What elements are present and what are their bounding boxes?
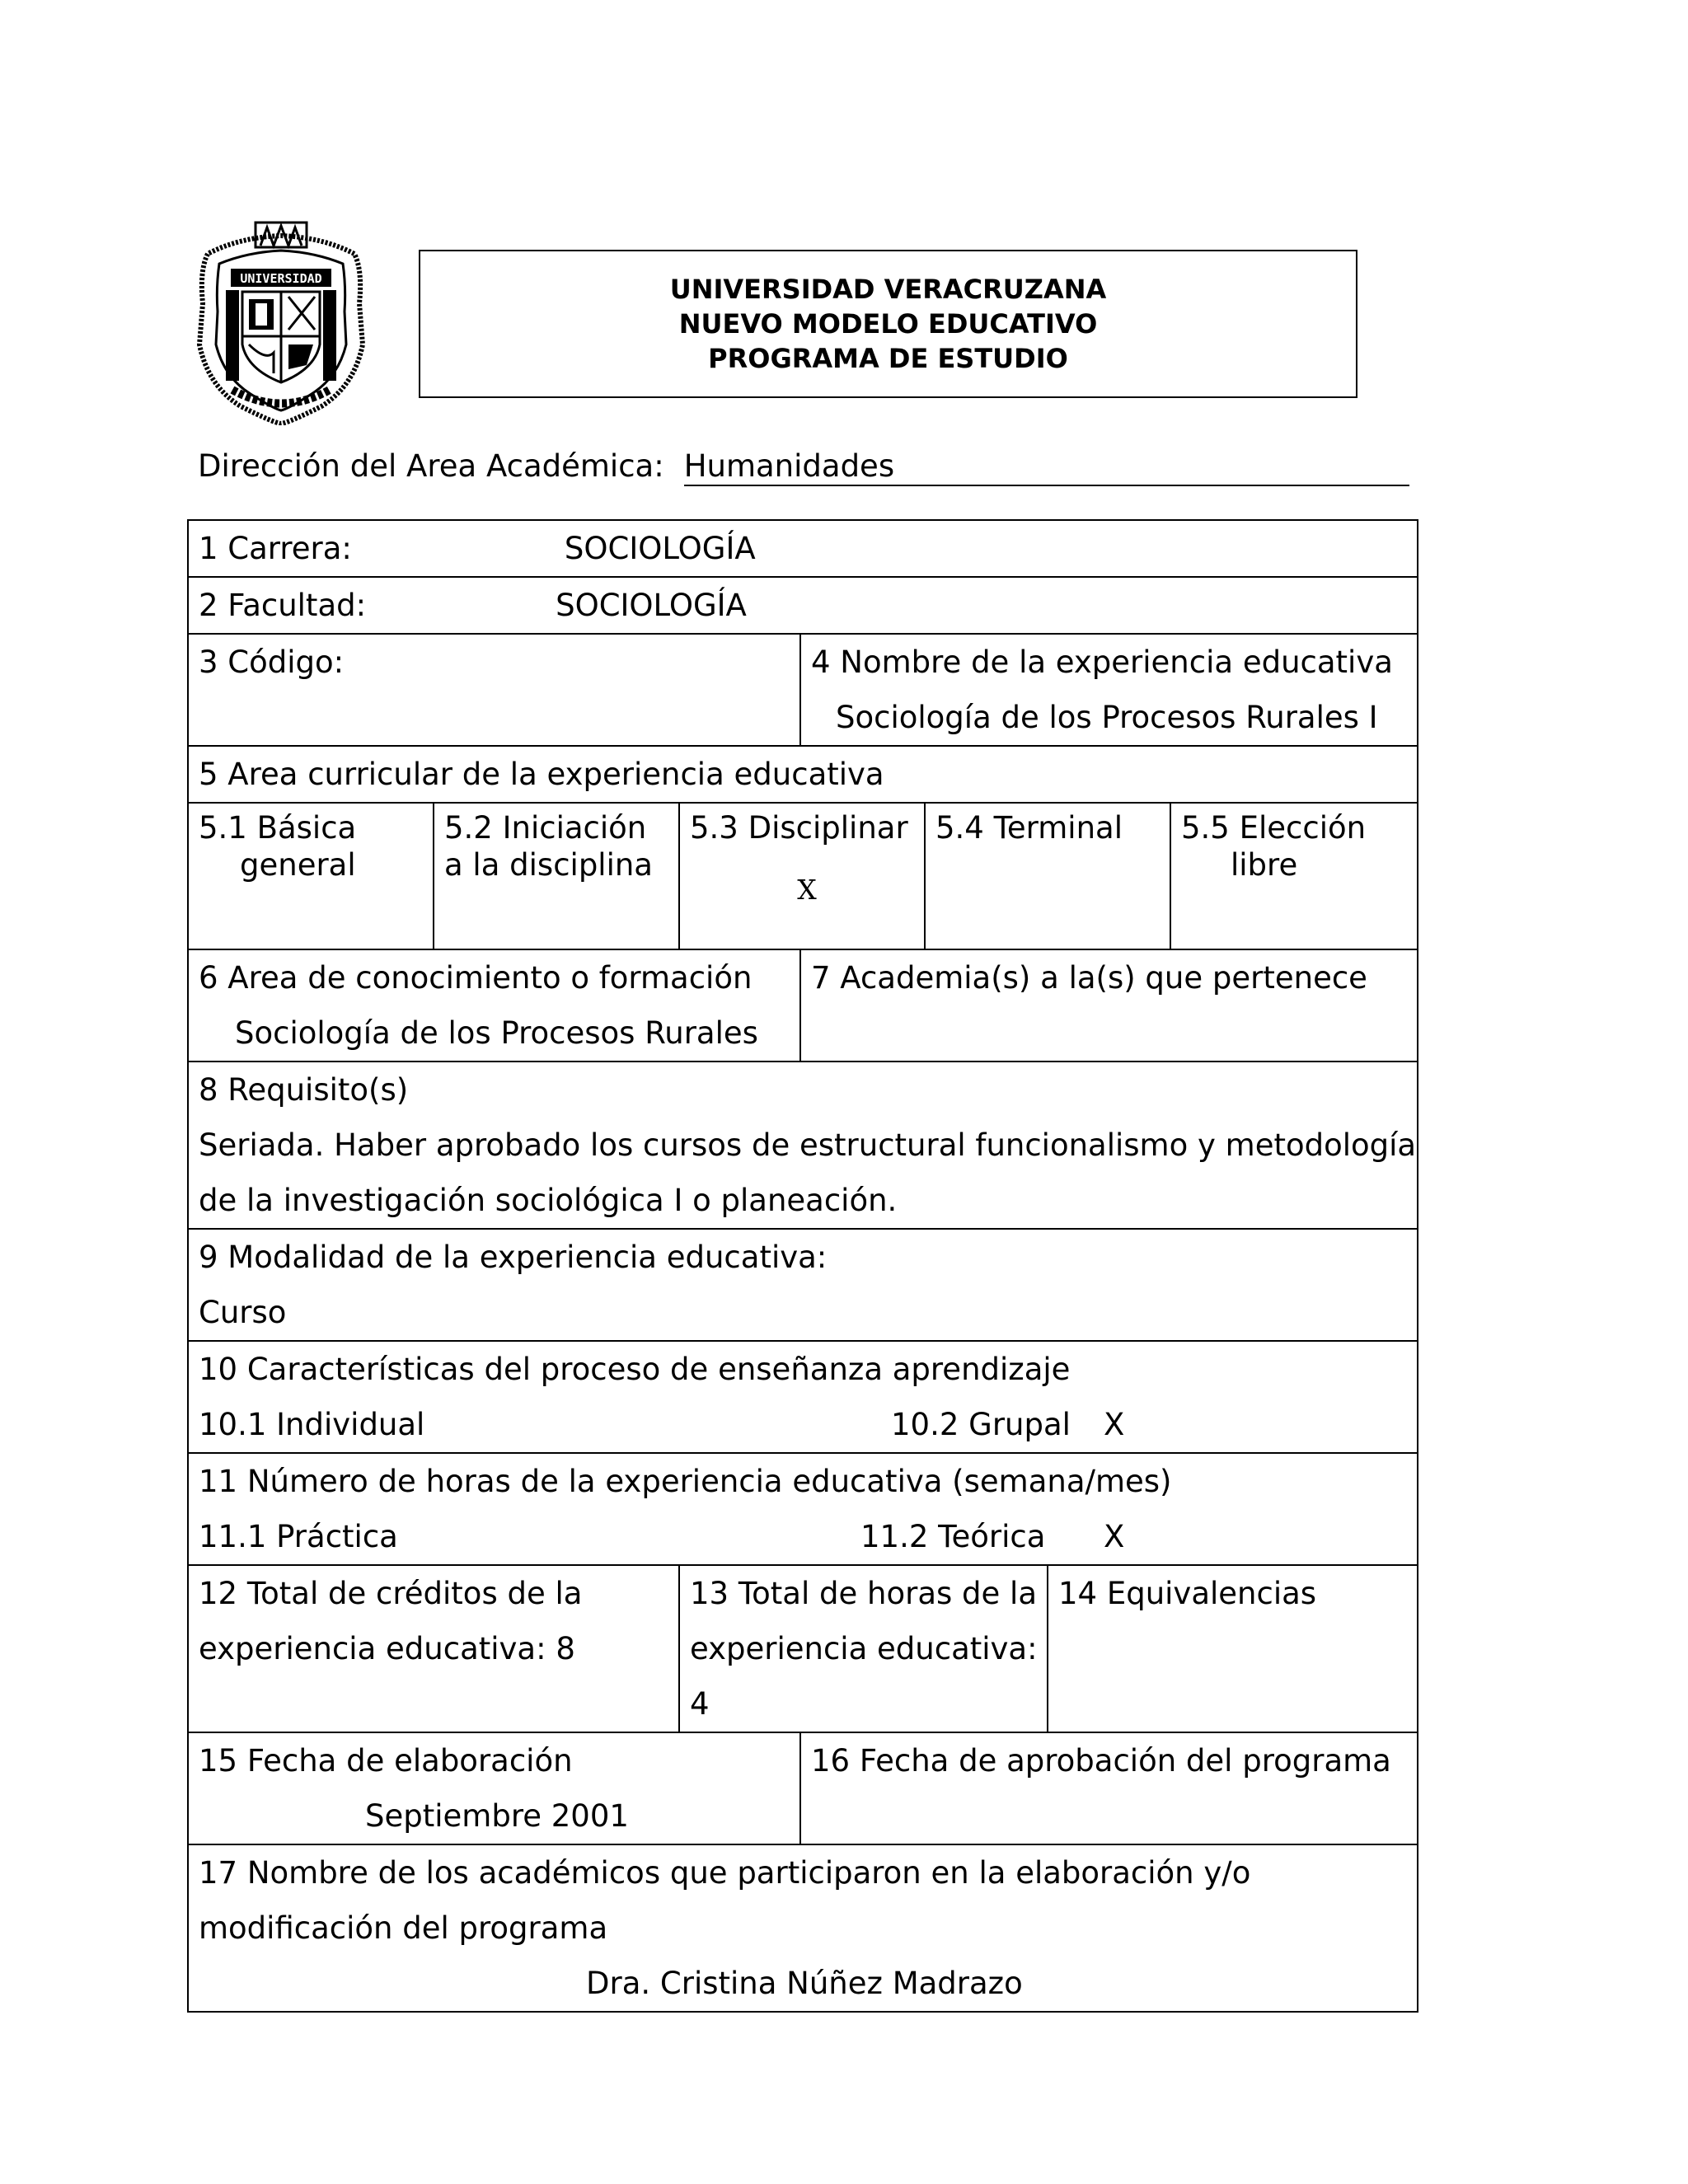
area-option-line1: 5.3 Disciplinar <box>690 810 908 846</box>
area-conocimiento-value: Sociología de los Procesos Rurales <box>235 1015 758 1051</box>
teorica-mark: X <box>1104 1519 1125 1554</box>
fecha-aprobacion-label: 16 Fecha de aprobación del programa <box>811 1743 1391 1779</box>
caracteristicas-options <box>199 1397 1417 1452</box>
total-horas-cell <box>679 1565 1048 1732</box>
svg-text:UNIVERSIDAD: UNIVERSIDAD <box>240 271 322 286</box>
academicos-line1: 17 Nombre de los académicos que participaron en la elaboración y/o <box>199 1855 1251 1891</box>
area-conocimiento-cell <box>188 949 800 1062</box>
area-option-line2: a la disciplina <box>444 847 653 883</box>
caracteristicas-label: 10 Características del proceso de enseñanza aprendizaje <box>199 1352 1071 1387</box>
carrera-label: 1 Carrera: <box>199 531 352 566</box>
modalidad-cell <box>188 1229 1418 1341</box>
practica-option: 11.1 Práctica <box>199 1519 398 1554</box>
fecha-elaboracion-cell <box>188 1732 800 1844</box>
grupal-option: 10.2 Grupal <box>891 1407 1071 1442</box>
fecha-elaboracion-label: 15 Fecha de elaboración <box>199 1743 573 1779</box>
modalidad-value: Curso <box>199 1295 287 1330</box>
nombre-ee-cell <box>800 634 1418 746</box>
title-box <box>419 250 1357 398</box>
area-curricular-cell <box>188 746 1418 803</box>
area-option-line1: 5.4 Terminal <box>935 810 1123 846</box>
total-horas-line1: 13 Total de horas de la <box>690 1576 1038 1611</box>
academicos-line2: modificación del programa <box>199 1910 608 1946</box>
area-curricular-label: 5 Area curricular de la experiencia educativa <box>199 757 884 792</box>
equivalencias-cell <box>1048 1565 1418 1732</box>
academias-cell <box>800 949 1418 1062</box>
area-option-eleccion <box>1170 803 1418 949</box>
area-option-mark: X <box>797 874 817 906</box>
modalidad-label: 9 Modalidad de la experiencia educativa: <box>199 1240 828 1275</box>
creditos-line1: 12 Total de créditos de la <box>199 1576 583 1611</box>
codigo-cell <box>188 634 800 746</box>
requisitos-label: 8 Requisito(s) <box>199 1072 409 1108</box>
title-line-1: UNIVERSIDAD VERACRUZANA <box>669 274 1107 305</box>
codigo-label: 3 Código: <box>199 644 345 680</box>
area-option-line2: general <box>240 847 356 883</box>
area-option-line1: 5.2 Iniciación <box>444 810 647 846</box>
direccion-row <box>198 445 1409 488</box>
area-option-line2: libre <box>1231 847 1298 883</box>
teorica-option: 11.2 Teórica <box>860 1519 1046 1554</box>
requisitos-cell <box>188 1062 1418 1229</box>
carrera-cell <box>188 520 1418 577</box>
horas-cell <box>188 1453 1418 1565</box>
university-seal-icon <box>191 221 371 425</box>
area-option-line1: 5.5 Elección <box>1181 810 1367 846</box>
title-line-2: NUEVO MODELO EDUCATIVO <box>678 308 1098 340</box>
requisitos-value: Seriada. Haber aprobado los cursos de estructural funcionalismo y metodología de la investigación sociológica I o planeación. <box>199 1127 1417 1218</box>
caracteristicas-cell <box>188 1341 1418 1453</box>
area-option-iniciacion <box>434 803 679 949</box>
carrera-value: SOCIOLOGÍA <box>564 531 756 566</box>
horas-label: 11 Número de horas de la experiencia educativa (semana/mes) <box>199 1464 1172 1499</box>
creditos-line2: experiencia educativa: 8 <box>199 1631 575 1666</box>
total-horas-line2: experiencia educativa: 4 <box>690 1631 1038 1722</box>
area-option-terminal <box>925 803 1170 949</box>
individual-option: 10.1 Individual <box>199 1407 425 1442</box>
program-form-table <box>187 519 1418 2013</box>
equivalencias-label: 14 Equivalencias <box>1058 1576 1317 1611</box>
nombre-ee-value: Sociología de los Procesos Rurales I <box>836 700 1378 735</box>
creditos-cell <box>188 1565 679 1732</box>
academicos-cell <box>188 1844 1418 2012</box>
area-option-disciplinar <box>679 803 925 949</box>
grupal-mark: X <box>1104 1407 1125 1442</box>
direccion-label: Dirección del Area Académica: <box>198 448 664 484</box>
facultad-cell <box>188 577 1418 634</box>
academias-label: 7 Academia(s) a la(s) que pertenece <box>811 960 1367 996</box>
fecha-aprobacion-cell <box>800 1732 1418 1844</box>
title-line-3: PROGRAMA DE ESTUDIO <box>708 343 1068 374</box>
area-option-line1: 5.1 Básica <box>199 810 357 846</box>
academicos-value: Dra. Cristina Núñez Madrazo <box>586 1966 1023 2001</box>
direccion-value: Humanidades <box>684 448 1409 486</box>
horas-options <box>199 1509 1417 1564</box>
facultad-value: SOCIOLOGÍA <box>556 588 747 623</box>
facultad-label: 2 Facultad: <box>199 588 367 623</box>
area-option-basica <box>188 803 434 949</box>
area-conocimiento-label: 6 Area de conocimiento o formación <box>199 960 753 996</box>
nombre-ee-label: 4 Nombre de la experiencia educativa <box>811 644 1393 680</box>
fecha-elaboracion-value: Septiembre 2001 <box>365 1798 629 1834</box>
